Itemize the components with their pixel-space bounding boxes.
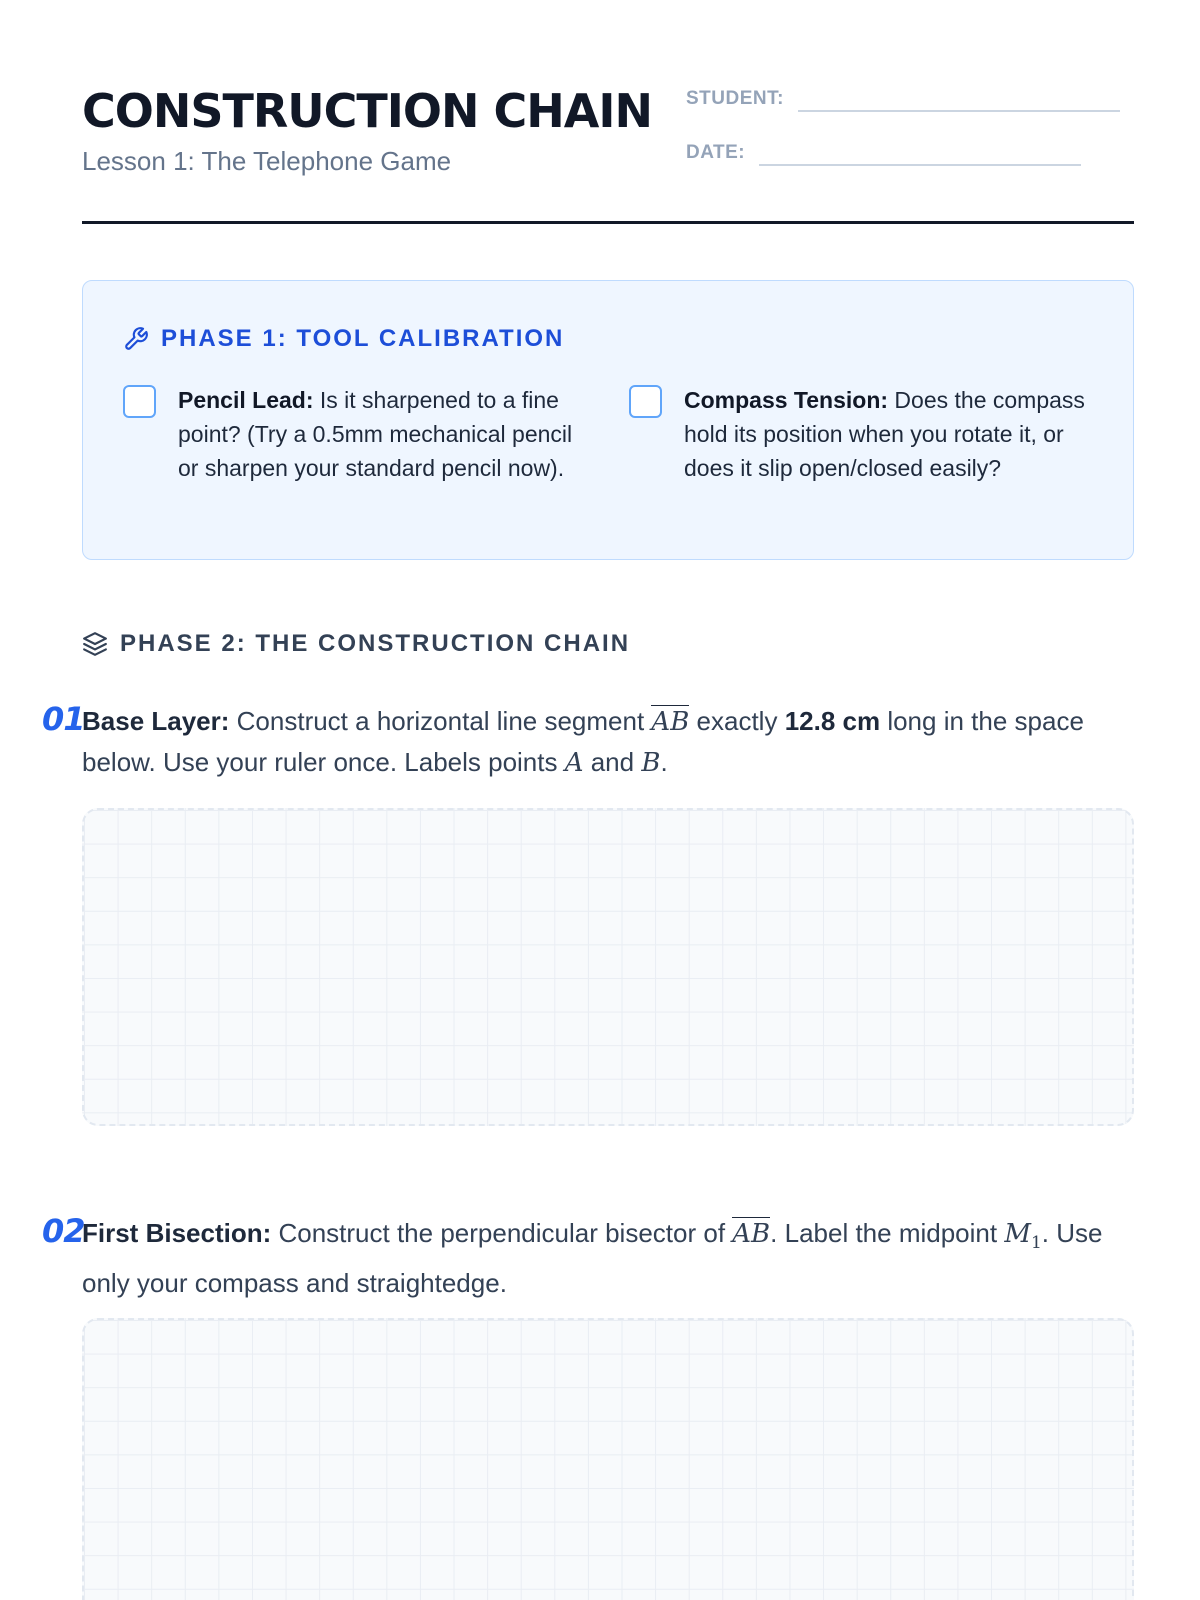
- date-label: DATE:: [686, 142, 746, 163]
- pencil-lead-description: Is it sharpened to a fine point? (Try a 0.5mm mechanical pencil or sharpen your standard pencil now).: [178, 387, 573, 481]
- step-02-label: First Bisection:: [82, 1218, 272, 1248]
- compass-tension-checkbox[interactable]: [629, 385, 662, 418]
- segment-length: 12.8 cm: [784, 706, 881, 736]
- worksheet-header: [82, 84, 1134, 224]
- segment-ab: AB: [651, 707, 690, 737]
- step-01-text-c: long in the space below. Use your ruler once. Labels points: [82, 706, 1084, 777]
- student-name-line[interactable]: [798, 88, 1120, 112]
- step-01-label: Base Layer:: [82, 706, 230, 736]
- compass-tension-description: Does the compass hold its position when you rotate it, or does it slip open/closed easily?: [684, 387, 1085, 481]
- pencil-lead-label: Pencil Lead:: [178, 387, 314, 413]
- step-01-text-e: .: [660, 747, 668, 777]
- date-line[interactable]: [759, 142, 1081, 166]
- header-divider: [82, 221, 1134, 224]
- layers-icon: [82, 631, 108, 657]
- step-01-text-a: Construct a horizontal line segment: [229, 706, 652, 736]
- step-01-work-area[interactable]: [82, 808, 1134, 1126]
- phase1-heading: [123, 325, 564, 353]
- step-number-02: 02: [42, 1212, 85, 1250]
- compass-tension-text: [684, 383, 1099, 485]
- midpoint-subscript: 1: [1030, 1233, 1042, 1254]
- phase2-title: PHASE 2: THE CONSTRUCTION CHAIN: [120, 630, 631, 657]
- phase2-heading: [82, 630, 630, 658]
- step-number-01: 01: [42, 700, 85, 738]
- date-field[interactable]: [686, 142, 1081, 166]
- worksheet-title: CONSTRUCTION CHAIN: [82, 84, 652, 138]
- wrench-icon: [123, 326, 149, 352]
- student-label: STUDENT:: [686, 88, 784, 109]
- lesson-subtitle: Lesson 1: The Telephone Game: [82, 146, 452, 176]
- pencil-lead-text: [178, 383, 583, 485]
- point-a: A: [564, 748, 584, 778]
- step-02-work-area[interactable]: [82, 1318, 1134, 1600]
- phase1-title: PHASE 1: TOOL CALIBRATION: [161, 325, 565, 352]
- compass-tension-label: Compass Tension:: [684, 387, 889, 413]
- step-01-text-d: and: [583, 747, 642, 777]
- segment-ab-ref: AB: [732, 1219, 771, 1249]
- step-01-instruction: [82, 701, 1134, 783]
- point-b: B: [641, 748, 661, 778]
- step-02-text-c: . Use only your compass and straightedge.: [82, 1218, 1103, 1299]
- checklist-item-compass[interactable]: [629, 383, 1099, 485]
- checklist-item-pencil[interactable]: [123, 383, 583, 485]
- step-02-text-b: . Label the midpoint: [770, 1218, 1005, 1248]
- student-field[interactable]: [686, 88, 1120, 112]
- step-02-instruction: [82, 1213, 1134, 1303]
- step-01-text-b: exactly: [689, 706, 785, 736]
- midpoint-m: M: [1004, 1219, 1031, 1249]
- pencil-lead-checkbox[interactable]: [123, 385, 156, 418]
- step-02-text-a: Construct the perpendicular bisector of: [271, 1218, 733, 1248]
- tool-calibration-panel: [82, 280, 1134, 560]
